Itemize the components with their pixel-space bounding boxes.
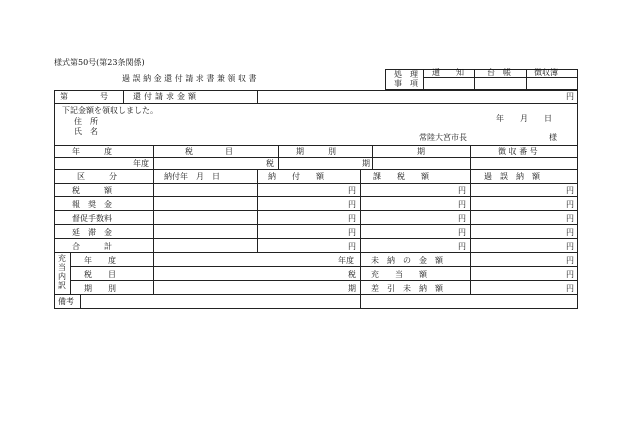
name-label: 氏 名	[74, 127, 98, 136]
refund-amount-label: 還付請求金額	[133, 92, 199, 101]
allocation-side-2: 当	[58, 263, 66, 272]
allocation-period: 期 別	[84, 284, 116, 293]
allocation-fiscal-year: 年 度	[84, 256, 116, 265]
yen-assessed-5: 円	[458, 242, 466, 251]
address-label: 住 所	[74, 117, 98, 126]
row-label-late-fee: 延 滞 金	[72, 228, 112, 237]
paid-amount-header: 納 付 額	[268, 172, 324, 181]
overpaid-amount-header: 過 誤 納 額	[484, 172, 540, 181]
yen-assessed-1: 円	[458, 186, 466, 195]
allocation-side-1: 充	[58, 254, 66, 263]
request-number: 第 号	[60, 92, 108, 101]
yen-overpaid-2: 円	[566, 200, 574, 209]
applied-amount-label: 充 当 額	[371, 270, 427, 279]
allocation-tax-item: 税 目	[84, 270, 116, 279]
assessed-amount-header: 課 税 額	[373, 172, 429, 181]
net-unpaid-label: 差 引 未 納 額	[371, 284, 443, 293]
yen-applied: 円	[566, 270, 574, 279]
yen-assessed-2: 円	[458, 200, 466, 209]
mayor-label: 常陸大宮市長	[419, 133, 467, 142]
fy-tax: 税	[266, 159, 274, 168]
yen-net: 円	[566, 284, 574, 293]
yen-paid-1: 円	[348, 186, 356, 195]
receipt-date: 年 月 日	[496, 114, 552, 123]
yen-overpaid-1: 円	[566, 186, 574, 195]
allocation-year-suffix: 年度	[338, 256, 354, 265]
allocation-side-4: 訳	[58, 281, 66, 290]
processing-label-1: 処 理	[394, 70, 418, 79]
allocation-side-3: 内	[58, 272, 66, 281]
row-label-dunning-fee: 督促手数料	[72, 214, 112, 223]
form-number: 様式第50号(第23条関係)	[54, 58, 145, 67]
yen-unpaid: 円	[566, 256, 574, 265]
category-header: 区 分	[77, 172, 117, 181]
notice-label: 通 知	[432, 68, 464, 77]
period-header: 期 別	[296, 147, 336, 156]
ledger-label: 台 帳	[487, 68, 511, 77]
request-yen: 円	[566, 92, 574, 101]
collection-no-header: 徴 収 番 号	[498, 147, 538, 156]
processing-label-2: 事 項	[394, 79, 418, 88]
allocation-tax-suffix: 税	[348, 270, 356, 279]
receipt-statement: 下記金額を領収しました。	[62, 106, 158, 115]
remarks-label: 備考	[58, 297, 74, 306]
yen-overpaid-5: 円	[566, 242, 574, 251]
yen-paid-3: 円	[348, 214, 356, 223]
fy-period: 期	[362, 159, 370, 168]
payment-date-header: 納付年 月 日	[164, 172, 220, 181]
unpaid-amount-label: 未 納 の 金 額	[371, 256, 443, 265]
allocation-period-suffix: 期	[348, 284, 356, 293]
due-header: 期	[417, 147, 425, 156]
form-title: 過 誤 納 金 還 付 請 求 書 兼 領 収 書	[122, 74, 257, 83]
fy-year: 年度	[133, 159, 149, 168]
yen-overpaid-4: 円	[566, 228, 574, 237]
yen-assessed-4: 円	[458, 228, 466, 237]
yen-overpaid-3: 円	[566, 214, 574, 223]
fiscal-year-header: 年 度	[72, 147, 112, 156]
honorific: 様	[549, 133, 557, 142]
row-label-tax: 税 額	[72, 186, 112, 195]
yen-assessed-3: 円	[458, 214, 466, 223]
tax-item-header: 税 目	[185, 147, 233, 156]
yen-paid-4: 円	[348, 228, 356, 237]
row-label-reward: 報 奨 金	[72, 200, 112, 209]
row-label-total: 合 計	[72, 242, 112, 251]
yen-paid-5: 円	[348, 242, 356, 251]
yen-paid-2: 円	[348, 200, 356, 209]
collection-book-label: 徴収簿	[534, 68, 558, 77]
